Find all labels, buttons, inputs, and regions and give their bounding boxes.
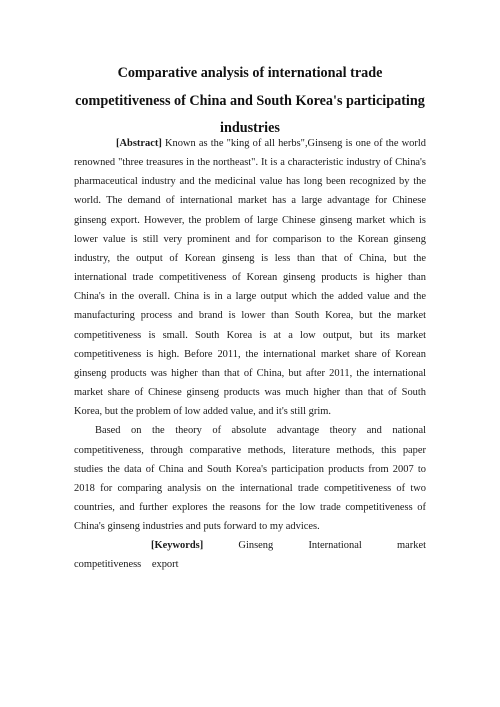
abstract-text: Known as the "king of all herbs",Ginseng is one of the world renowned "three treasures in the northeast". It is a characteristic industry of China's pharmaceutical industry and the medicinal value has long been recognized by the world. The demand of international market has a large advantage for Chinese ginseng export. However, the problem of large Chinese ginseng market which is lower value is still very prominent and for comparison to the Korean ginseng industry, the output of Korean ginseng is less than that of China, but the international trade competitiveness of Korean ginseng products is higher than China's in the overall. China is in a large output which the added value and the manufacturing process and brand is lower than South Korea, but the market competitiveness is small. South Korea is at a low output, but its market competitiveness is high. Before 2011, the international market share of Korean ginseng products was higher than that of China, but after 2011, the international market share of Chinese ginseng products was much higher than that of South Korea, but the problem of low added value, and it's still grim. [74, 138, 426, 418]
keywords-label: [Keywords] [151, 540, 204, 552]
method-paragraph: Based on the theory of absolute advantage theory and national competitiveness, through comparative methods, literature methods, this paper studies the data of China and South Korea's participation products from 2007 to 2018 for comparing analysis on the international trade competitiveness of two countries, and further explores the reasons for the low trade competitiveness of China's ginseng industries and puts forward to my advices. [74, 425, 426, 533]
keywords-text: Ginseng International market competitiveness export [74, 540, 426, 571]
abstract-paragraph [74, 134, 426, 421]
paper-body [74, 134, 426, 575]
title-line-2: competitiveness of China and South Korea's participating [75, 92, 425, 109]
keywords-paragraph [74, 536, 426, 574]
paper-title [70, 60, 430, 143]
title-line-3: industries [220, 120, 280, 136]
abstract-label: [Abstract] [116, 138, 162, 149]
title-line-1: Comparative analysis of international trade [117, 65, 383, 81]
